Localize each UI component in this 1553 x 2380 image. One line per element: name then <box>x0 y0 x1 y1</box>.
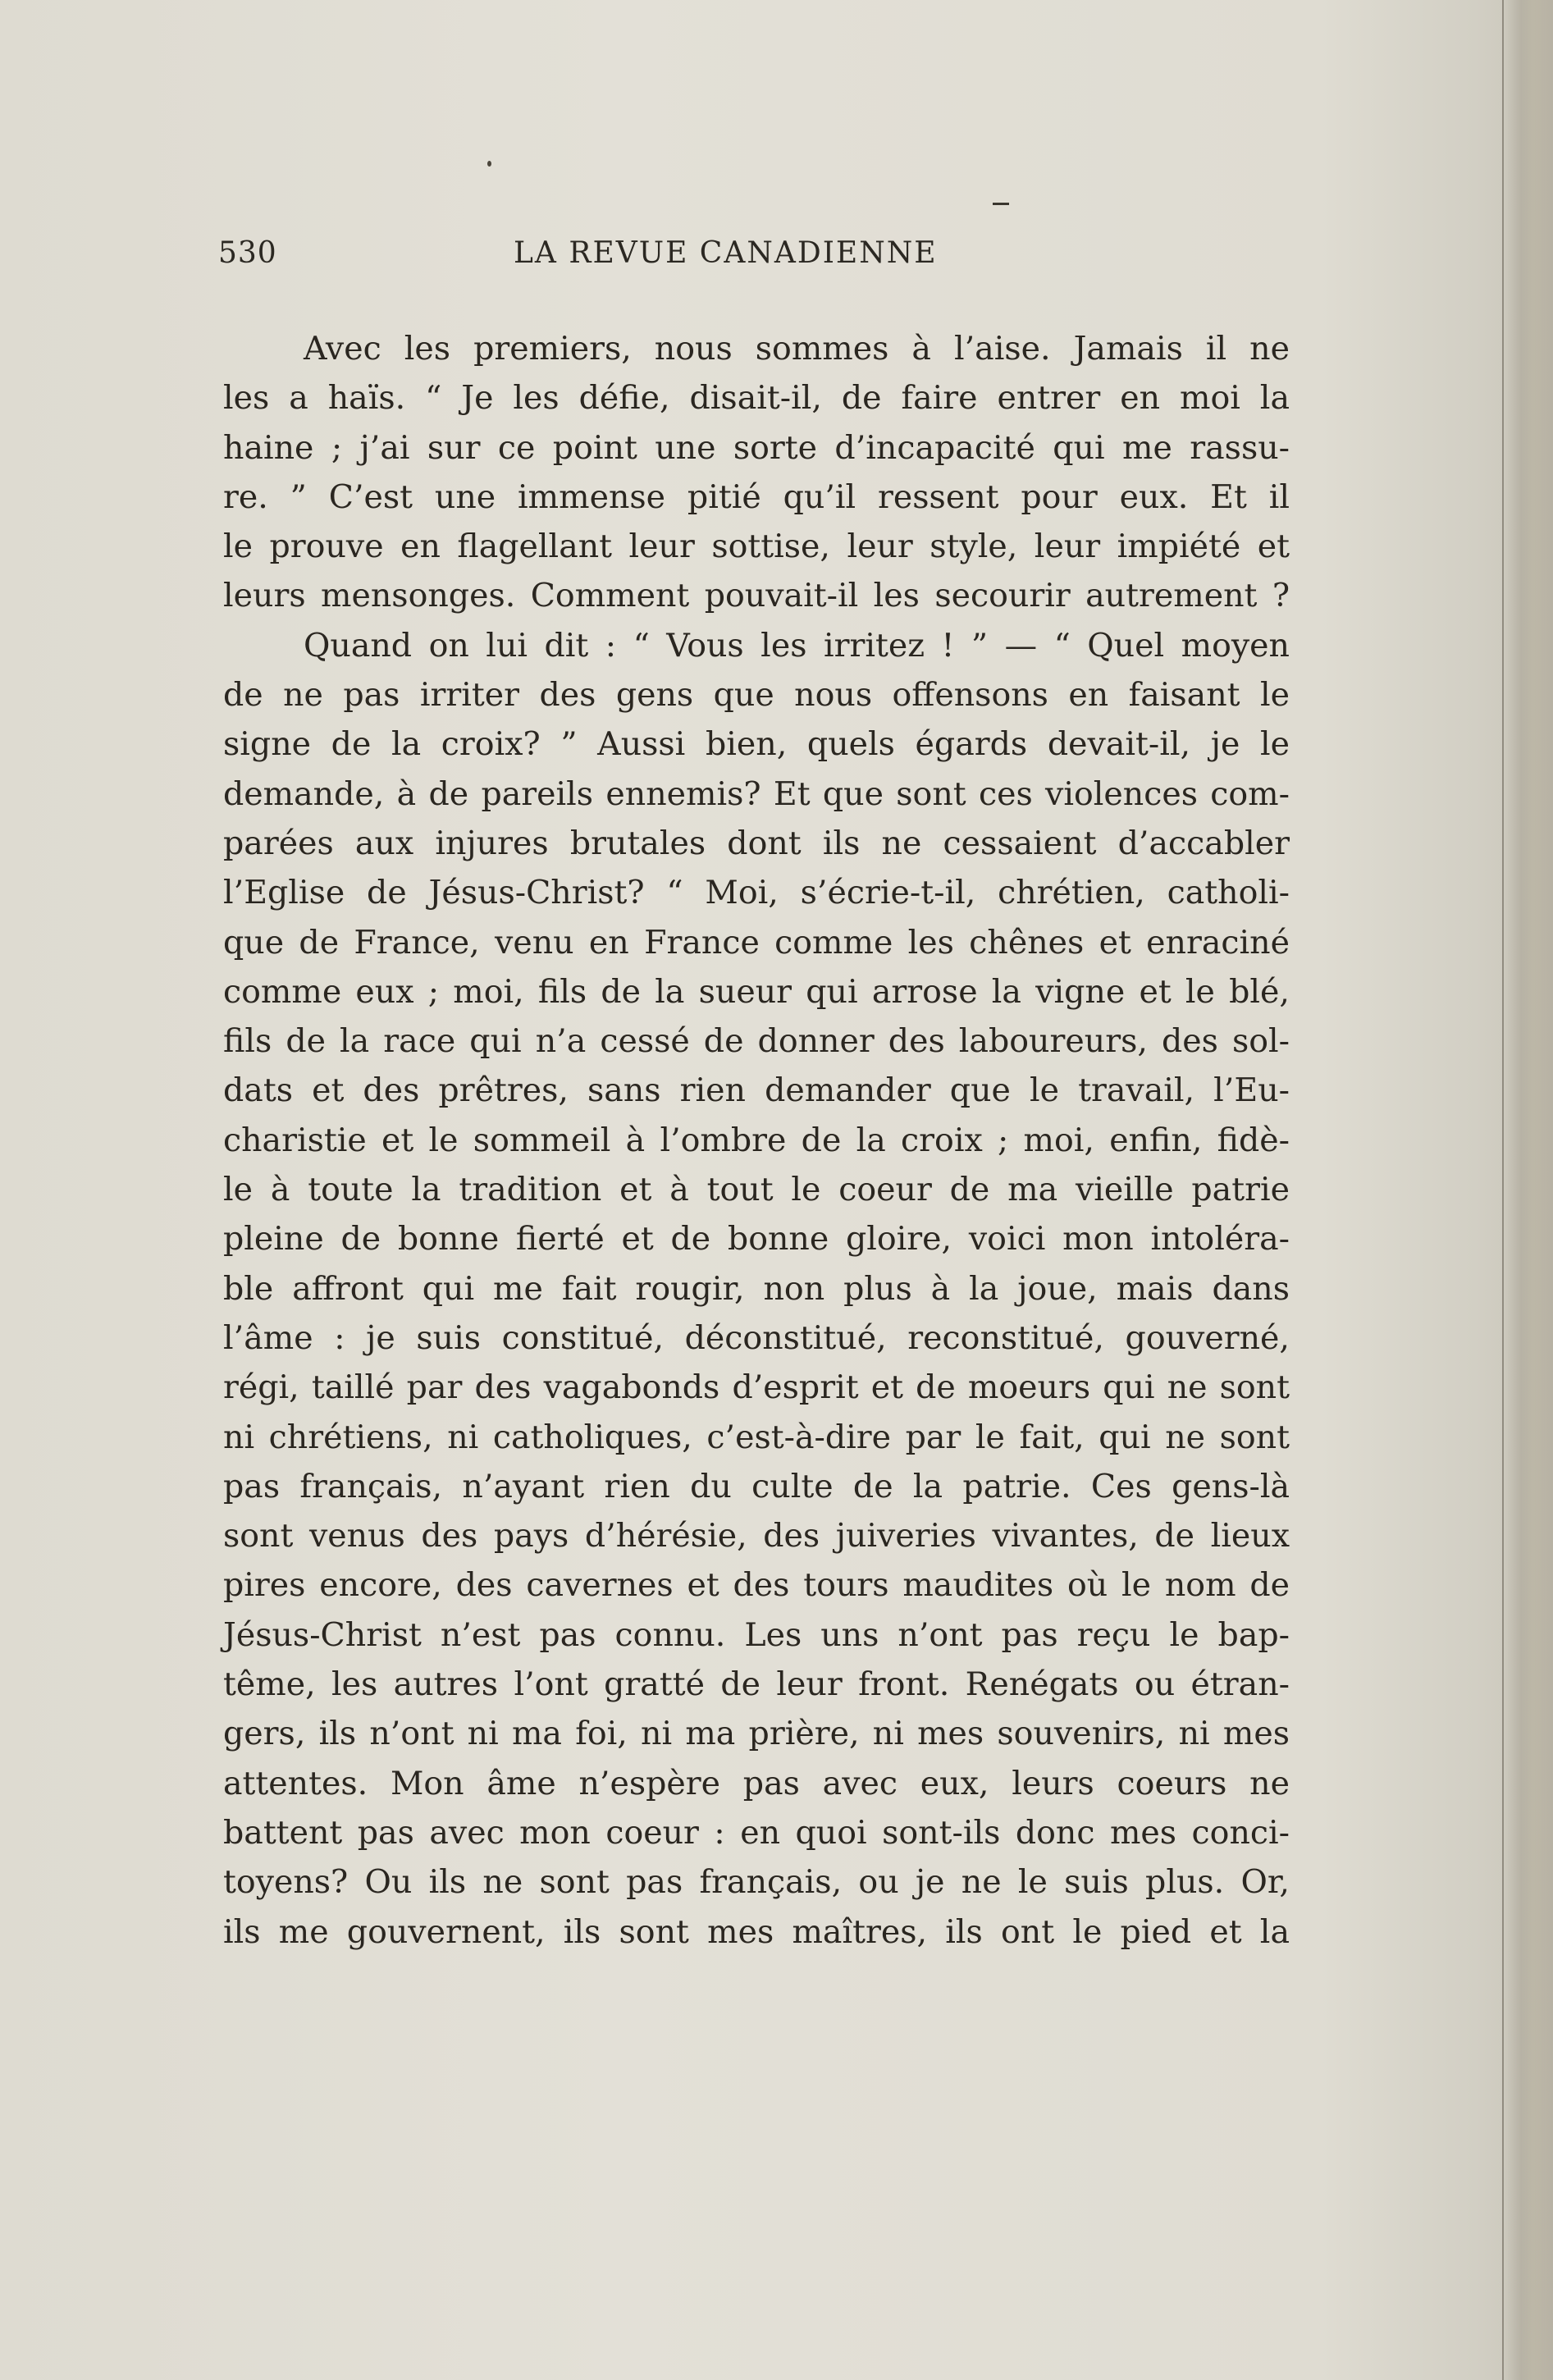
text-line: haine ; j’ai sur ce point une sorte d’incapacité qui me rassu- <box>223 428 1290 467</box>
text-line: le prouve en flagellant leur sottise, leur style, leur impiété et <box>223 528 1290 566</box>
text-line: dats et des prêtres, sans rien demander que le travail, l’Eu- <box>223 1071 1290 1110</box>
text-line: sont venus des pays d’hérésie, des juiveries vivantes, de lieux <box>223 1517 1290 1555</box>
text-line: ils me gouvernent, ils sont mes maîtres, ils ont le pied et la <box>223 1912 1290 1951</box>
text-line: toyens? Ou ils ne sont pas français, ou je ne le suis plus. Or, <box>223 1863 1290 1902</box>
running-head: LA REVUE CANADIENNE <box>514 236 938 270</box>
text-line: l’âme : je suis constitué, déconstitué, reconstitué, gouverné, <box>223 1318 1290 1357</box>
text-line: parées aux injures brutales dont ils ne cessaient d’accabler <box>223 824 1290 862</box>
text-line: comme eux ; moi, fils de la sueur qui arrose la vigne et le blé, <box>223 972 1290 1011</box>
text-line: ble affront qui me fait rougir, non plus à la joue, mais dans <box>223 1269 1290 1308</box>
text-line: leurs mensonges. Comment pouvait-il les secourir autrement ? <box>223 577 1290 615</box>
text-line: Avec les premiers, nous sommes à l’aise. Jamais il ne <box>304 330 1290 368</box>
body-text <box>223 324 1290 1957</box>
text-line: re. ” C’est une immense pitié qu’il ressent pour eux. Et il <box>223 477 1290 516</box>
page-header <box>218 236 989 286</box>
text-line: fils de la race qui n’a cessé de donner des laboureurs, des sol- <box>223 1022 1290 1061</box>
text-line: attentes. Mon âme n’espère pas avec eux, leurs coeurs ne <box>223 1764 1290 1802</box>
text-line: pleine de bonne fierté et de bonne gloire, voici mon intoléra- <box>223 1220 1290 1259</box>
text-line: battent pas avec mon coeur : en quoi sont-ils donc mes conci- <box>223 1813 1290 1852</box>
text-line: Jésus-Christ n’est pas connu. Les uns n’ont pas reçu le bap- <box>223 1615 1290 1654</box>
text-line: gers, ils n’ont ni ma foi, ni ma prière, ni mes souvenirs, ni mes <box>223 1715 1290 1753</box>
text-line: régi, taillé par des vagabonds d’esprit et de moeurs qui ne sont <box>223 1368 1290 1407</box>
paragraph <box>223 324 1290 621</box>
text-line: Quand on lui dit : “ Vous les irritez ! ” — “ Quel moyen <box>304 626 1290 665</box>
text-line: signe de la croix? ” Aussi bien, quels égards devait-il, je le <box>223 725 1290 764</box>
text-line: le à toute la tradition et à tout le coeur de ma vieille patrie <box>223 1171 1290 1209</box>
text-line: ni chrétiens, ni catholiques, c’est-à-dire par le fait, qui ne sont <box>223 1418 1290 1456</box>
text-line: pires encore, des cavernes et des tours maudites où le nom de <box>223 1566 1290 1605</box>
page-gutter-shadow <box>1502 0 1553 2380</box>
ink-dash-mark <box>993 203 1009 205</box>
text-line: tême, les autres l’ont gratté de leur front. Renégats ou étran- <box>223 1665 1290 1704</box>
text-line: l’Eglise de Jésus-Christ? “ Moi, s’écrie-t-il, chrétien, catholi- <box>223 874 1290 912</box>
text-line: charistie et le sommeil à l’ombre de la croix ; moi, enfin, fidè- <box>223 1121 1290 1159</box>
page-number: 530 <box>218 236 277 270</box>
text-line: que de France, venu en France comme les chênes et enraciné <box>223 923 1290 962</box>
text-line: les a haïs. “ Je les défie, disait-il, de faire entrer en moi la <box>223 379 1290 418</box>
text-line: demande, à de pareils ennemis? Et que sont ces violences com- <box>223 774 1290 813</box>
paragraph <box>223 621 1290 1957</box>
text-line: pas français, n’ayant rien du culte de la patrie. Ces gens-là <box>223 1467 1290 1505</box>
text-line: de ne pas irriter des gens que nous offensons en faisant le <box>223 676 1290 715</box>
ink-speck <box>487 161 491 167</box>
